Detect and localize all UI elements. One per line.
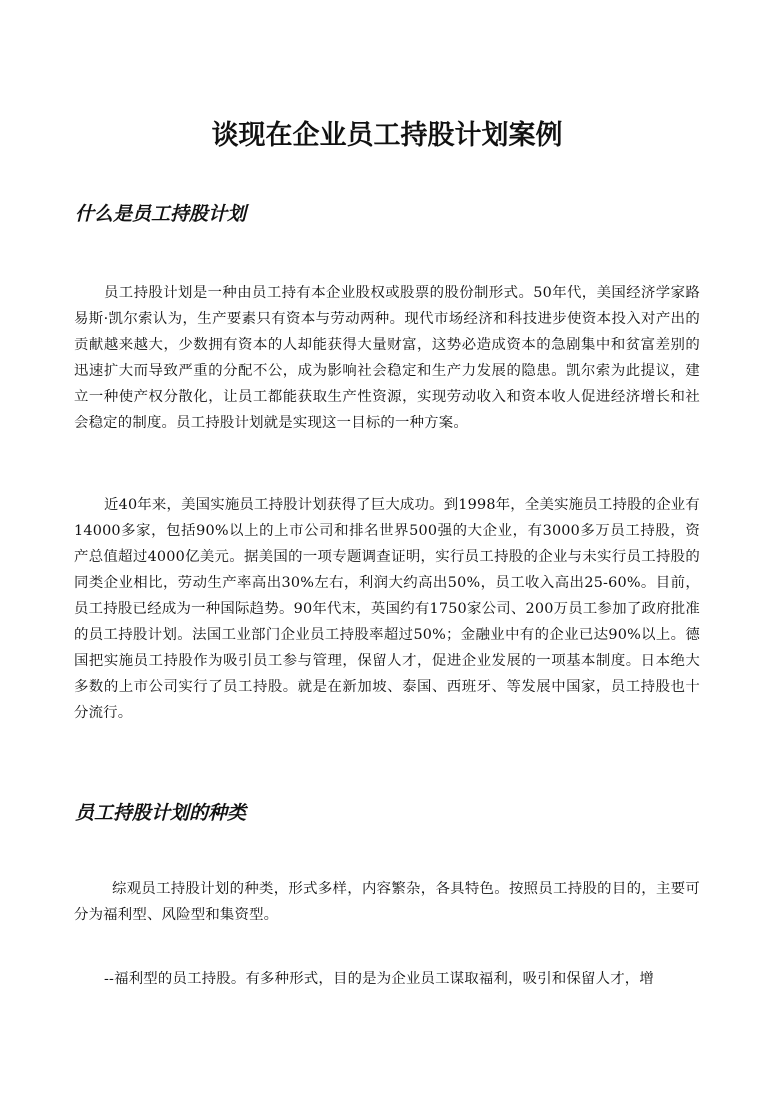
- document-title: 谈现在企业员工持股计划案例: [211, 120, 563, 151]
- paragraph-types-overview: 综观员工持股计划的种类，形式多样，内容繁杂，各具特色。按照员工持股的目的，主要可分为福利型、风险型和集资型。: [74, 881, 700, 923]
- paragraph-welfare-type: --福利型的员工持股。有多种形式，目的是为企业员工谋取福利，吸引和保留人才，增: [104, 971, 654, 987]
- paragraph-definition: 员工持股计划是一种由员工持有本企业股权或股票的股份制形式。50年代，美国经济学家路易斯·凯尔索认为，生产要素只有资本与劳动两种。现代市场经济和科技进步使资本投入对产出的贡献越来越大，少数拥有资本的人却能获得大量财富，这势必造成资本的急剧集中和贫富差别的迅速扩大而导致严重的分配不公，成为影响社会稳定和生产力发展的隐患。凯尔索为此提议，建立一种使产权分散化，让员工都能获取生产性资源，实现劳动收入和资本收人促进经济增长和社会稳定的制度。员工持股计划就是实现这一目标的一种方案。: [74, 285, 700, 431]
- section-heading-what-is: 什么是员工持股计划: [75, 203, 247, 225]
- paragraph-history: 近40年来，美国实施员工持股计划获得了巨大成功。到1998年，全美实施员工持股的企业有14000多家，包括90%以上的上市公司和排名世界500强的大企业，有3000多万员工持股，资产总值超过4000亿美元。据美国的一项专题调查证明，实行员工持股的企业与未实行员工持股的同类企业相比，劳动生产率高出30%左右，利润大约高出50%，员工收入高出25-60%。目前，员工持股已经成为一种国际趋势。90年代末，英国约有1750家公司、200万员工参加了政府批准的员工持股计划。法国工业部门企业员工持股率超过50%；金融业中有的企业已达90%以上。德国把实施员工持股作为吸引员工参与管理，保留人才，促进企业发展的一项基本制度。日本绝大多数的上市公司实行了员工持股。就是在新加坡、泰国、西班牙、等发展中国家，员工持股也十分流行。: [74, 497, 700, 721]
- section-heading-types: 员工持股计划的种类: [75, 802, 247, 824]
